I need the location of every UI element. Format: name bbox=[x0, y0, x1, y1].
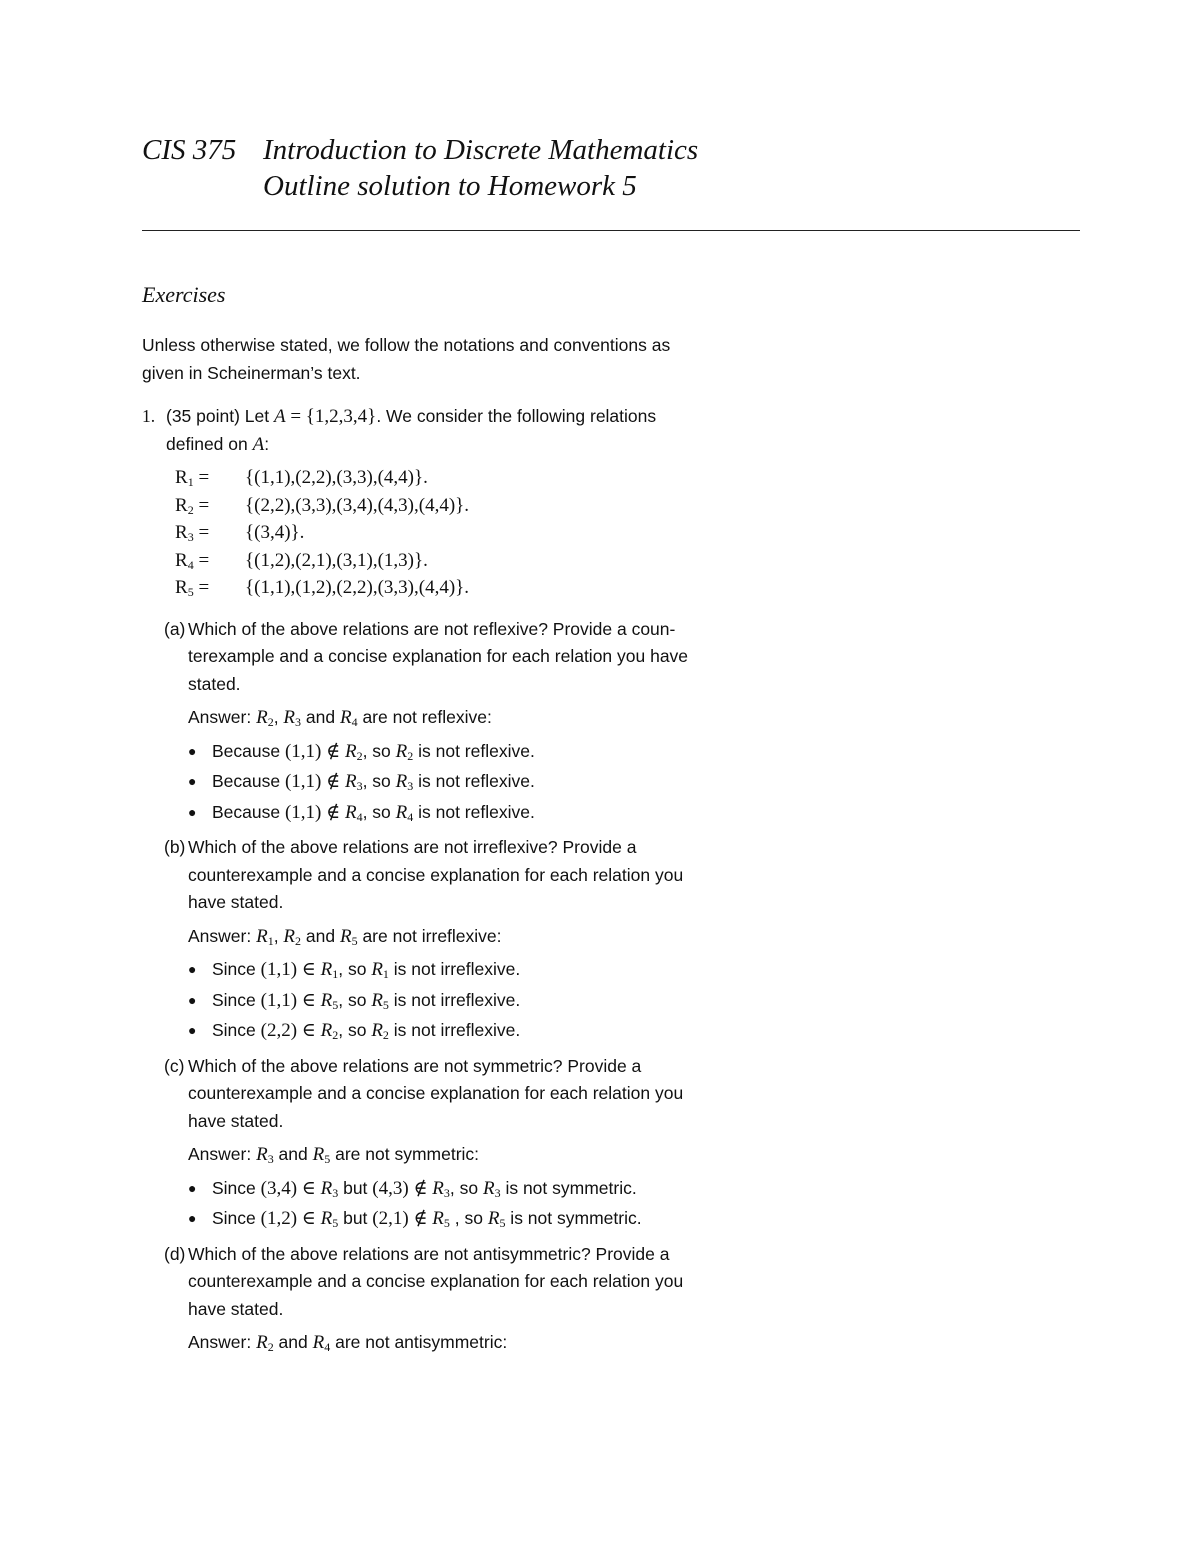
relation-value: {(2,2),(3,3),(3,4),(4,3),(4,4)}. bbox=[245, 494, 470, 516]
intro-line-1: Unless otherwise stated, we follow the notations and conventions as bbox=[142, 335, 671, 355]
relation-row bbox=[175, 464, 762, 492]
answer-line: Answer: $R_2$, $R_3$ and $R_4$ are not reflexive: bbox=[188, 707, 492, 729]
part-b bbox=[164, 834, 762, 1045]
bullet-icon: ● bbox=[188, 773, 197, 789]
part-a-question bbox=[164, 616, 762, 699]
title-block bbox=[142, 132, 698, 204]
q1-line2-post: : bbox=[264, 433, 270, 454]
part-question-text: Which of the above relations are not reflexive? Provide a coun- terexample and a concise explanation for each relation you have stated. bbox=[188, 618, 689, 694]
answer-bullets bbox=[188, 956, 762, 1045]
q1-text-pre: (35 point) Let bbox=[166, 406, 274, 426]
set-a-definition: = {1,2,3,4} bbox=[285, 406, 377, 427]
part-question-text: Which of the above relations are not antisymmetric? Provide a counterexample and a concise explanation for each relation you have stated. bbox=[188, 1243, 684, 1319]
list-item: ● Because (1,1) ∉ $R_2$, so $R_2$ is not reflexive. bbox=[188, 738, 762, 766]
course-title: Introduction to Discrete Mathematics bbox=[263, 134, 699, 166]
document-body bbox=[142, 332, 762, 1365]
intro-line-2: given in Scheinerman’s text. bbox=[142, 362, 361, 383]
question-1 bbox=[142, 403, 762, 458]
question-number: 1. bbox=[142, 406, 156, 426]
relation-value: {(1,2),(2,1),(3,1),(1,3)}. bbox=[245, 549, 428, 571]
relation-name: $R_2$ = bbox=[175, 494, 210, 517]
part-label: (b) bbox=[164, 837, 186, 857]
part-c-question bbox=[164, 1053, 762, 1136]
intro-paragraph bbox=[142, 332, 762, 387]
q1-line2-pre: defined on bbox=[166, 433, 253, 454]
part-question-text: Which of the above relations are not symmetric? Provide a counterexample and a concise explanation for each relation you have stated. bbox=[188, 1055, 684, 1131]
list-item: ● Because (1,1) ∉ $R_3$, so $R_3$ is not reflexive. bbox=[188, 768, 762, 796]
part-c-answer bbox=[188, 1141, 762, 1233]
list-item: ● Since (1,1) ∈ $R_1$, so $R_1$ is not irreflexive. bbox=[188, 956, 762, 984]
answer-line: Answer: $R_2$ and $R_4$ are not antisymmetric: bbox=[188, 1332, 508, 1354]
bullet-icon: ● bbox=[188, 1179, 197, 1196]
part-c bbox=[164, 1053, 762, 1233]
relation-name: $R_3$ = bbox=[175, 522, 210, 544]
title-row-2 bbox=[142, 168, 698, 204]
question-text bbox=[166, 403, 762, 458]
list-item: ● Since (3,4) ∈ $R_3$ but (4,3) ∉ $R_3$, so $R_3$ is not symmetric. bbox=[188, 1175, 762, 1203]
course-code: CIS 375 bbox=[142, 134, 237, 166]
relation-name: $R_5$ = bbox=[175, 577, 210, 599]
relation-value: {(1,1),(2,2),(3,3),(4,4)}. bbox=[245, 467, 428, 488]
q1-text-post: . We consider the following relations bbox=[376, 406, 657, 426]
part-d bbox=[164, 1241, 762, 1357]
part-question-text: Which of the above relations are not irreflexive? Provide a counterexample and a concise explanation for each relation you have stated. bbox=[188, 837, 684, 912]
bullet-icon: ● bbox=[188, 991, 197, 1008]
bullet-icon: ● bbox=[188, 1022, 197, 1038]
document-subtitle: Outline solution to Homework 5 bbox=[263, 170, 637, 202]
list-item: ● Because (1,1) ∉ $R_4$, so $R_4$ is not reflexive. bbox=[188, 799, 762, 827]
list-item: ● Since (2,2) ∈ $R_2$, so $R_2$ is not irreflexive. bbox=[188, 1017, 762, 1045]
bullet-icon: ● bbox=[188, 742, 197, 759]
list-item: ● Since (1,2) ∈ $R_5$ but (2,1) ∉ $R_5$ , so $R_5$ is not symmetric. bbox=[188, 1205, 762, 1233]
part-d-answer bbox=[188, 1329, 762, 1357]
set-a-name: A bbox=[273, 406, 286, 427]
answer-line: Answer: $R_1$, $R_2$ and $R_5$ are not irreflexive: bbox=[188, 925, 502, 948]
bullet-icon: ● bbox=[188, 1210, 197, 1226]
title-row-1 bbox=[142, 132, 698, 168]
relation-row bbox=[175, 574, 762, 602]
list-item: ● Since (1,1) ∈ $R_5$, so $R_5$ is not irreflexive. bbox=[188, 987, 762, 1015]
part-label: (c) bbox=[164, 1055, 185, 1076]
relation-row bbox=[175, 547, 762, 575]
header-divider bbox=[142, 230, 1080, 231]
section-title: Exercises bbox=[142, 282, 226, 307]
relations-list bbox=[175, 464, 762, 602]
relation-name: $R_1$ = bbox=[175, 467, 210, 489]
part-label: (a) bbox=[164, 618, 186, 639]
relation-row bbox=[175, 492, 762, 520]
part-a bbox=[164, 616, 762, 827]
part-a-answer bbox=[188, 704, 762, 826]
answer-line: Answer: $R_3$ and $R_5$ are not symmetric: bbox=[188, 1144, 480, 1166]
answer-bullets bbox=[188, 738, 762, 827]
part-b-question bbox=[164, 834, 762, 917]
relation-row bbox=[175, 519, 762, 547]
answer-bullets bbox=[188, 1175, 762, 1233]
relation-name: $R_4$ = bbox=[175, 549, 210, 572]
part-label: (d) bbox=[164, 1243, 186, 1264]
part-b-answer bbox=[188, 923, 762, 1045]
part-d-question bbox=[164, 1241, 762, 1324]
q1-line2-var: A bbox=[252, 433, 265, 455]
title-spacer bbox=[142, 168, 263, 204]
relation-value: {(3,4)}. bbox=[245, 522, 305, 543]
bullet-icon: ● bbox=[188, 803, 197, 820]
bullet-icon: ● bbox=[188, 961, 197, 977]
relation-value: {(1,1),(1,2),(2,2),(3,3),(4,4)}. bbox=[245, 577, 470, 598]
